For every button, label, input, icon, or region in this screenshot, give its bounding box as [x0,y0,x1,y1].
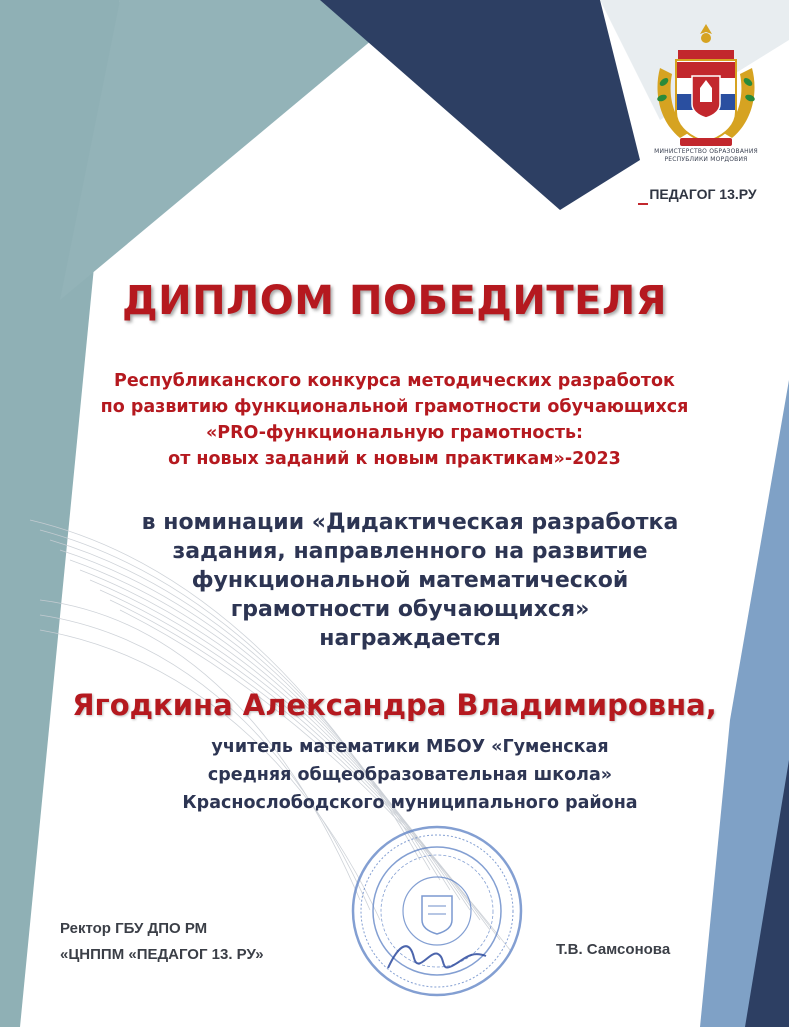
nomination-line-4: грамотности обучающихся» [230,597,590,622]
nomination-line-1: в номинации «Дидактическая разработка [141,510,679,535]
position-line-3: Краснослободского муниципального района [182,793,638,813]
awardee-position [60,733,760,817]
position-line-2: средняя общеобразовательная школа» [207,765,613,785]
ministry-line-2: РЕСПУБЛИКИ МОРДОВИЯ [664,156,748,163]
awardee-name: Ягодкина Александра Владимировна, [72,688,717,722]
signer-title [60,916,360,968]
ministry-line-1: МИНИСТЕРСТВО ОБРАЗОВАНИЯ [654,148,758,155]
nomination-line-2: задания, направленного на развитие [172,539,648,564]
brand-underline [638,203,648,205]
position-line-1: учитель математики МБОУ «Гуменская [211,737,609,757]
diploma-title: ДИПЛОМ ПОБЕДИТЕЛЯ [121,278,668,324]
coat-of-arms-emblem [640,20,772,160]
signer-line-1: Ректор ГБУ ДПО РМ [60,920,208,937]
awarded-label: награждается [319,626,501,651]
contest-line-4: от новых заданий к новым практикам»-2023 [168,449,621,469]
contest-line-3: «PRO-функциональную грамотность: [205,423,584,443]
ministry-caption [640,148,772,164]
nomination-block [60,508,760,653]
signer-name: Т.В. Самсонова [556,941,671,958]
top-right-navy-panel [320,0,640,210]
brand-label: ПЕДАГОГ 13.РУ [649,186,757,202]
nomination-line-3: функциональной математической [191,568,629,593]
contest-line-1: Республиканского конкурса методических разработок [114,371,675,391]
top-left-teal-panel [60,0,420,300]
signer-line-2: «ЦНППМ «ПЕДАГОГ 13. РУ» [60,946,264,963]
contest-line-2: по развитию функциональной грамотности обучающихся [100,397,689,417]
contest-description [40,368,749,472]
official-stamp [348,822,526,1000]
